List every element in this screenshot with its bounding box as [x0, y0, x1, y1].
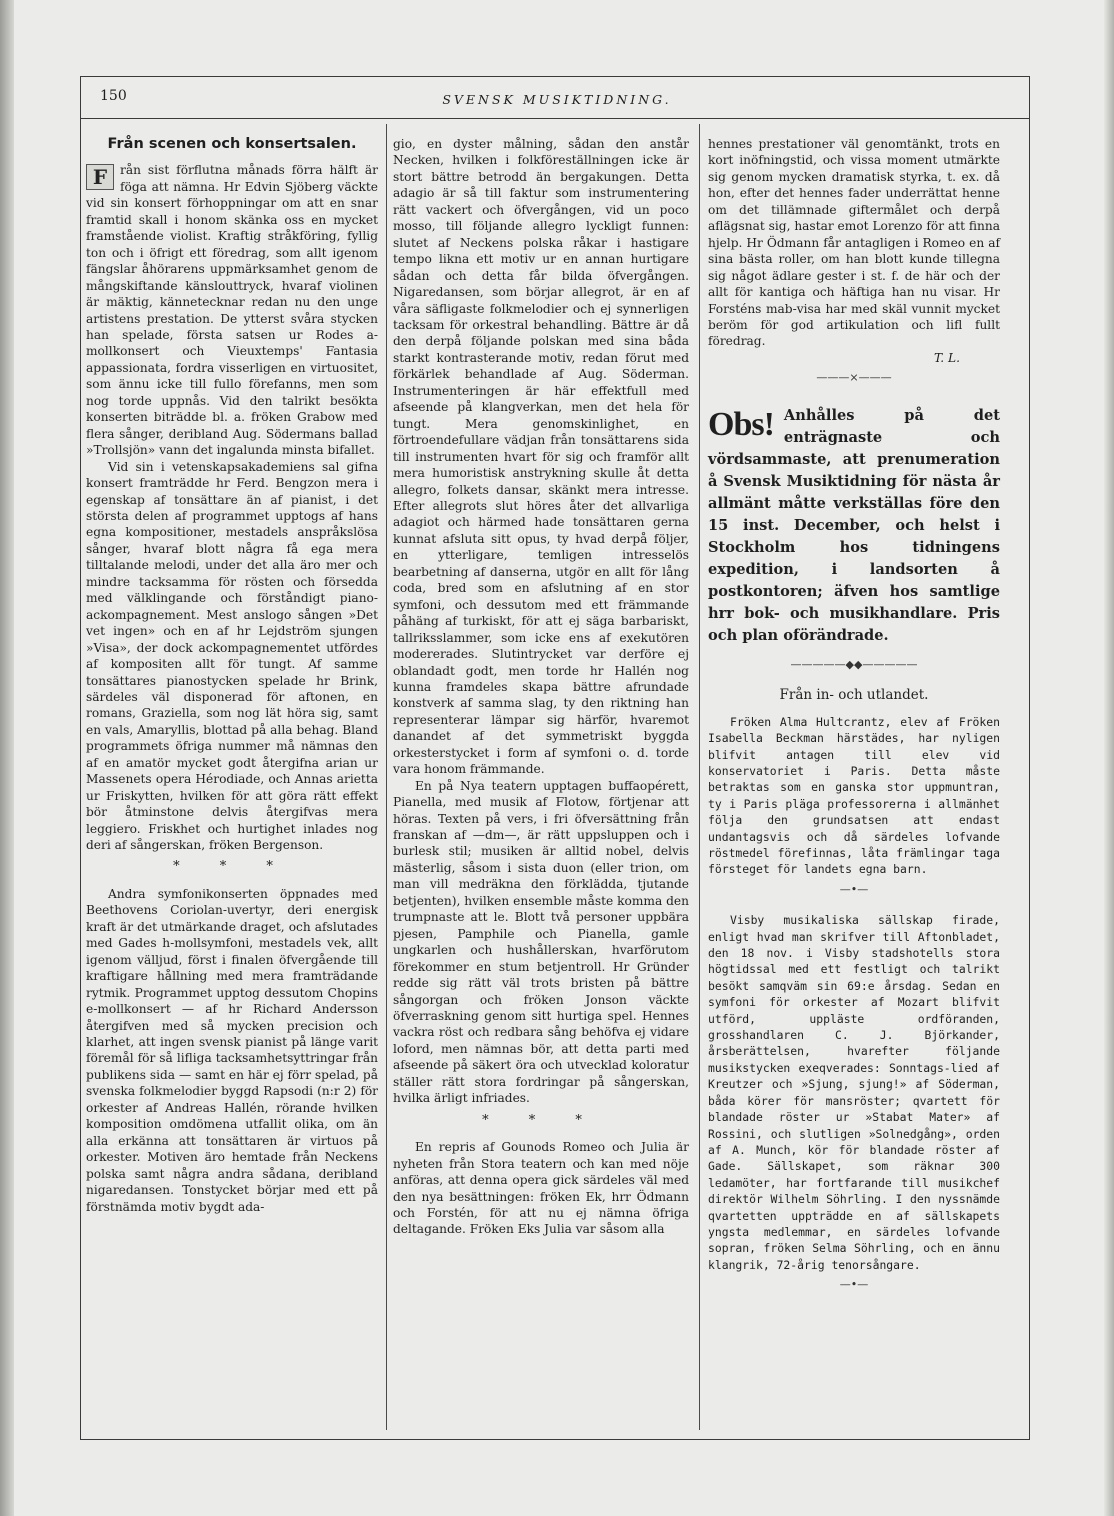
notice-heading: Obs! [708, 405, 774, 443]
article-paragraph: gio, en dyster målning, sådan den anstår Necken, hvilken i folkföreställningen icke är stort bättre betrodd än bergakungen. Detta adagio är så till faktur som instrumentering rätt vackert och öfvergången, vid un poco mosso, till följande allegro lyckligt funnen: slutet af Neckens polska råkar i hastigare tempo likna ett motiv ur en annan hurtigare sådan och detta får bilda öfvergången. Nigaredansen, som börjar allegrot, är en af våra säfligaste folkmelodier och ej synnerligen tacksam för orkestral behandling. Bättre är då den derpå följande polskan med sina båda starkt kontrasterande motiv, redan förut med förkärlek behandlade af Aug. Söderman. Instrumenteringen är här effektfull med afseende på klangverkan, men det hela för tungt. Mera genomskinlighet, en förtroendefullare vädjan från tonsättarens sida till instrumenten hvart för sig och framför allt mera humoristisk anstrykning skulle åt detta allegro, folkets dansar, skänkt mera intresse. Efter allegrots slut höres åter det allvarliga adagiot och härmed hade tonsättaren gerna kunnat afsluta sitt opus, ty hvad derpå följer, en ytterligare, temligen intresselös bearbetning af danserna, utgör en allt för lång coda, bred som en afslutning af en stor symfoni, och dessutom med ett främmande påhäng af turkiskt, för att ej säga barbariskt, tallriksslammer, som icke ens af exekutören modererades. Slutintrycket var derföre ej oblandadt godt, men torde hr Hallén nog kunna framdeles skapa bättre afrundade konstverk af samma slag, ty den riktning han representerar lämpar sig härför, hvaremot danandet af det symmetriskt byggda orkesterstycket i form af symfoni o. d. torde vara honom främmande. [393, 137, 689, 777]
section-title-scenen: Från scenen och konsertsalen. [107, 136, 357, 152]
author-signature: T. L. [933, 350, 960, 365]
column-2 [393, 136, 689, 1238]
divider: —————◆◆————— [790, 657, 918, 671]
article-paragraph: hennes prestationer väl genomtänkt, trots en kort inöfningstid, och vissa moment utmärkte sig genom mycken dramatisk styrka, t. ex. då hon, efter det hennes fader underrättat henne om det tillämnade giftermålet och derpå aflägsnat sig, hastar emot Lorenzo för att finna hjelp. Hr Ödmann får antagligen i Romeo en af sina bästa roller, om han blott kunde tillegna sig något ädlare gester i st. f. de här och der allt för kantiga och häftiga han nu visar. Hr Forsténs mab-visa har med skäl vunnit mycket beröm för god artikulation och lifl fullt föredrag. [708, 137, 1000, 349]
section-title-utlandet: Från in- och utlandet. [779, 687, 929, 704]
divider: ———×——— [816, 371, 892, 385]
article-paragraph: En repris af Gounods Romeo och Julia är nyheten från Stora teatern och kan med nöje anföras, att denna opera gick särdeles väl med den nya besättningen: fröken Ek, hrr Ödmann och Forstén, för att nu ej nämna öfriga deltagande. Fröken Eks Julia var såsom alla [393, 1140, 689, 1237]
divider: —•— [839, 1278, 869, 1292]
page-number: 150 [100, 88, 127, 104]
section-stars: * * * [482, 1112, 600, 1128]
column-3 [708, 136, 1000, 1308]
article-paragraph: Visby musikaliska sällskap firade, enligt hvad man skrifver till Aftonbladet, den 18 nov. i Visby stadshotells stora högtidssal med ett festligt och talrikt besökt samqväm sin 69:e årsdag. Sedan en symfoni för orkester af Mozart blifvit utförd, uppläste ordföranden, grosshandlaren C. J. Björkander, årsberättelsen, hvarefter följande musikstycken exeqverades: Sonntags-lied af Kreutzer och »Sjung, sjung!» af Söderman, båda körer för mansröster; qvartett för blandade röster ur »Stabat Mater» af Rossini, och slutligen »Solnedgång», orden af A. Munch, kör för blandade röster af Gade. Sällskapet, som räknar 300 ledamöter, har fortfarande till musikchef direktör Wilhelm Söhrling. I den nyssnämde qvartetten uppträdde en af sällskapets yngsta medlemmar, en särdeles lofvande sopran, fröken Selma Söhrling, och en ännu klangrik, 72-årig tenorsångare. [708, 913, 1000, 1272]
running-title: SVENSK MUSIKTIDNING. [442, 92, 672, 107]
column-divider-1 [386, 124, 387, 1430]
column-divider-2 [699, 124, 700, 1430]
section-stars: * * * [173, 859, 291, 875]
article-paragraph: Andra symfonikonserten öppnades med Beethovens Coriolan-uvertyr, deri energisk kraft är det utmärkande draget, och afslutades med Gades h-mollsymfoni, mestadels vek, allt igenom välljud, först i finalen öfvergående till kraftigare hållning med mera framträdande rytmik. Programmet upptog dessutom Chopins e-mollkonsert — af hr Richard Andersson återgifven med så mycken precision och klarhet, att ingen svensk pianist på länge varit föremål för så lifliga tacksamhetsyttringar från publikens sida — samt en här ej förr spelad, på svenska folkmelodier byggd Rapsodi (n:r 2) för orkester af Andreas Hallén, rörande hvilken komposition omdömena utfallit olika, om än alla erkänna att tonsättaren är virtuos på orkester. Motiven äro hemtade från Neckens polska samt några andra sådana, deribland nigaredansen. Tonstycket börjar med ett på förstnämda motiv bygdt ada- [86, 886, 378, 1214]
divider: —•— [839, 882, 869, 896]
drop-cap: F [86, 164, 114, 190]
header-rule [80, 118, 1030, 119]
notice-text: Anhålles på det enträgnaste och vördsammaste, att prenumeration å Svensk Musiktidning för nästa år allmänt måtte verkställas före den 15 inst. December, och helst i Stockholm hos tidningens expedition, i landsorten å postkontoren; äfven hos samtlige hrr bok- och musikhandlare. Pris och plan oförändrade. [708, 406, 1000, 644]
article-text: rån sist förflutna månads förra hälft är föga att nämna. Hr Edvin Sjöberg väckte vid sin konsert förhoppningar om att en snar framtid skall i honom skänka oss en mycket framstående violist. Kraftig stråkföring, fyllig ton och i öfrigt ett föredrag, som allt igenom fängslar åhörarens uppmärksamhet genom de mångskiftande känslouttryck, hvaraf violinen är mäktig, kännetecknar redan nu den unge artistens prestation. De ytterst svåra stycken han spelade, första satsen ur Rodes a-mollkonsert och Vieuxtemps' Fantasia appassionata, fordra visserligen en virtuositet, som ännu icke till fullo förefanns, men som nog torde uppnås. Vid den talrikt besökta konserten biträdde bl. a. fröken Grabow med flera sånger, deribland Aug. Södermans ballad »Trollsjön» vann det ingalunda minsta bifallet. [86, 163, 378, 458]
scan-edge-right [1104, 0, 1114, 1516]
column-1 [86, 136, 378, 1215]
article-paragraph: Fröken Alma Hultcrantz, elev af Fröken Isabella Beckman härstädes, har nyligen blifvit antagen till elev vid konservatoriet i Paris. Detta måste betraktas som en ganska stor uppmuntran, ty i Paris pläga professorerna i allmänhet följa den grundsatsen att endast undantagsvis och då särdeles lofvande röstmedel förefinnas, låta främlingar taga försteget för landets egna barn. [708, 714, 1000, 877]
subscription-notice [708, 405, 1000, 647]
scan-edge-left [0, 0, 14, 1516]
article-paragraph: Vid sin i vetenskapsakademiens sal gifna konsert framträdde hr Ferd. Bengzon mera i egenskap af tonsättare än af pianist, i det största delen af programmet upptogs af hans egna kompositioner, mestadels anspråkslösa sånger, hvaraf blott några få ega mera tilltalande melodi, under det alla äro mer och mindre tacksamma för rösten och försedda med välklingande och förståndigt piano-ackompagnement. Mest anslogo sången »Det vet ingen» och en af hr Lejdström sjungen »Visa», der dock ackompagnementet utfördes af kompositen allt för tungt. Af samme tonsättares pianostycken spelade hr Brink, särdeles väl disponerad för aftonen, en romans, Graziella, som nog lät höra sig, samt en vals, Amaryllis, blottad på alla behag. Bland programmets öfriga nummer må nämnas den af en amatör mycket godt återgifna arian ur Massenets opera Hérodiade, och Annas arietta ur Friskytten, hvilken för att göra rätt effekt bör åtminstone delvis återgifvas mera leggiero. Friskhet och hurtighet inlades nog deri af sångerskan, fröken Bergenson. [86, 459, 378, 853]
article-paragraph [86, 162, 378, 458]
article-paragraph: En på Nya teatern upptagen buffaopérett, Pianella, med musik af Flotow, förtjenar att höras. Texten på vers, i fri öfversättning från franskan af —dm—, är rätt uppsluppen och i burlesk stil; musiken är alltid nobel, delvis mästerlig, såsom i sista duon (eller trion, om man vill medräkna den förklädda, tjutande betjenten), hvilken ensemble måste komma den trumpnaste att le. Blott två personer uppbära pjesen, Pamphile och Pianella, gamle ungkarlen och hushållerskan, hvarförutom förekommer en stum betjentroll. Hr Gründer redde sig rätt väl trots bristen på bättre sångorgan och fröken Jonson väckte öfverraskning genom sitt hurtiga spel. Hennes vackra röst och redbara sång behöfva ej vidare loford, men nämnas bör, att detta parti med afseende på säkert öra och utvecklad koloratur ställer rätt stora fordringar på sångerskan, hvilka ärligt infriades. [393, 778, 689, 1106]
